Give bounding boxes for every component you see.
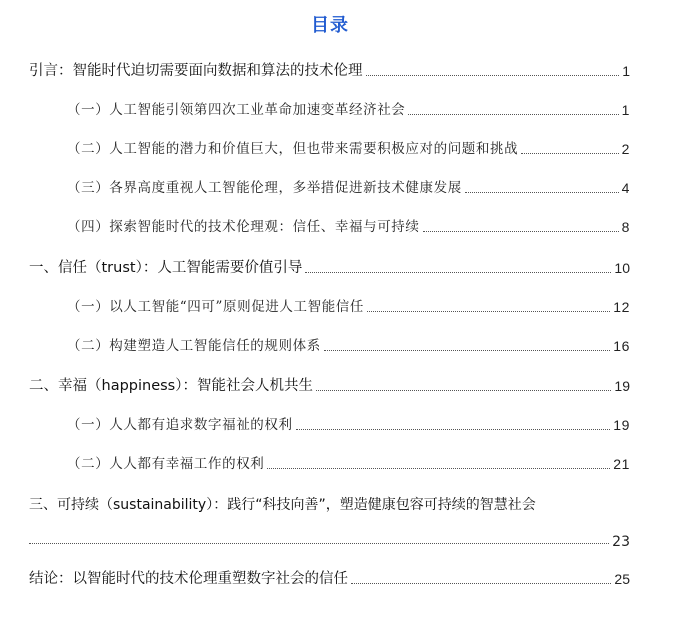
dot-leader — [367, 311, 610, 312]
toc-title: 目录 — [311, 15, 349, 36]
toc-entry-intro-1[interactable] — [67, 99, 630, 121]
toc-entry-conclusion[interactable] — [29, 568, 630, 590]
toc-page-number: 2 — [621, 141, 630, 157]
toc-page-number: 21 — [613, 456, 630, 472]
toc-entry-label: （一）以人工智能“四可”原则促进人工智能信任 — [67, 299, 365, 315]
toc-entry-label: （二）人工智能的潜力和价值巨大，但也带来需要积极应对的问题和挑战 — [67, 141, 519, 157]
toc-entry-continuation — [29, 528, 630, 550]
toc-entry-intro-4[interactable] — [67, 216, 630, 238]
toc-entry-label: （四）探索智能时代的技术伦理观：信任、幸福与可持续 — [67, 219, 420, 235]
toc-entry-trust-2[interactable] — [67, 335, 630, 357]
dot-leader — [296, 429, 611, 430]
toc-page-number: 25 — [614, 571, 630, 587]
toc-entry-label: （一）人人都有追求数字福祉的权利 — [67, 417, 293, 433]
toc-entry-label: （二）构建塑造人工智能信任的规则体系 — [67, 338, 321, 354]
toc-entry-label: （二）人人都有幸福工作的权利 — [67, 456, 265, 472]
toc-page-number: 1 — [621, 102, 630, 118]
dot-leader — [366, 75, 620, 76]
dot-leader — [29, 543, 609, 544]
toc-page-number: 23 — [612, 534, 630, 550]
toc-entry-label: （一）人工智能引领第四次工业革命加速变革经济社会 — [67, 102, 406, 118]
dot-leader — [423, 231, 619, 232]
toc-page-number: 4 — [621, 180, 630, 196]
dot-leader — [324, 350, 610, 351]
toc-page-number: 16 — [613, 338, 630, 354]
toc-entry-introduction[interactable] — [29, 60, 630, 82]
toc-entry-label: （三）各界高度重视人工智能伦理，多举措促进新技术健康发展 — [67, 180, 462, 196]
toc-page-number: 12 — [613, 299, 630, 315]
dot-leader — [521, 153, 618, 154]
toc-entry-happiness[interactable] — [29, 375, 630, 397]
toc-entry-trust-1[interactable] — [67, 296, 630, 318]
dot-leader — [351, 583, 611, 584]
toc-entry-label: 二、幸福（happiness）：智能社会人机共生 — [29, 378, 313, 394]
dot-leader — [305, 272, 611, 273]
toc-page-number: 1 — [622, 63, 630, 79]
toc-entry-intro-3[interactable] — [67, 177, 630, 199]
toc-page-number: 19 — [614, 378, 630, 394]
dot-leader — [316, 390, 611, 391]
dot-leader — [267, 468, 610, 469]
toc-page-number: 19 — [613, 417, 630, 433]
toc-entry-label: 三、可持续（sustainability）：践行“科技向善”，塑造健康包容可持续的智慧社会 — [29, 497, 536, 513]
toc-page-number: 10 — [614, 260, 630, 276]
toc-entry-happiness-1[interactable] — [67, 414, 630, 436]
dot-leader — [408, 114, 618, 115]
dot-leader — [465, 192, 619, 193]
toc-page-number: 8 — [621, 219, 630, 235]
toc-entry-trust[interactable] — [29, 257, 630, 279]
toc-entry-happiness-2[interactable] — [67, 453, 630, 475]
toc-entry-label: 一、信任（trust）：人工智能需要价值引导 — [29, 260, 303, 276]
toc-entry-intro-2[interactable] — [67, 138, 630, 160]
toc-entry-label: 结论：以智能时代的技术伦理重塑数字社会的信任 — [29, 571, 348, 587]
toc-entry-label: 引言：智能时代迫切需要面向数据和算法的技术伦理 — [29, 63, 363, 79]
